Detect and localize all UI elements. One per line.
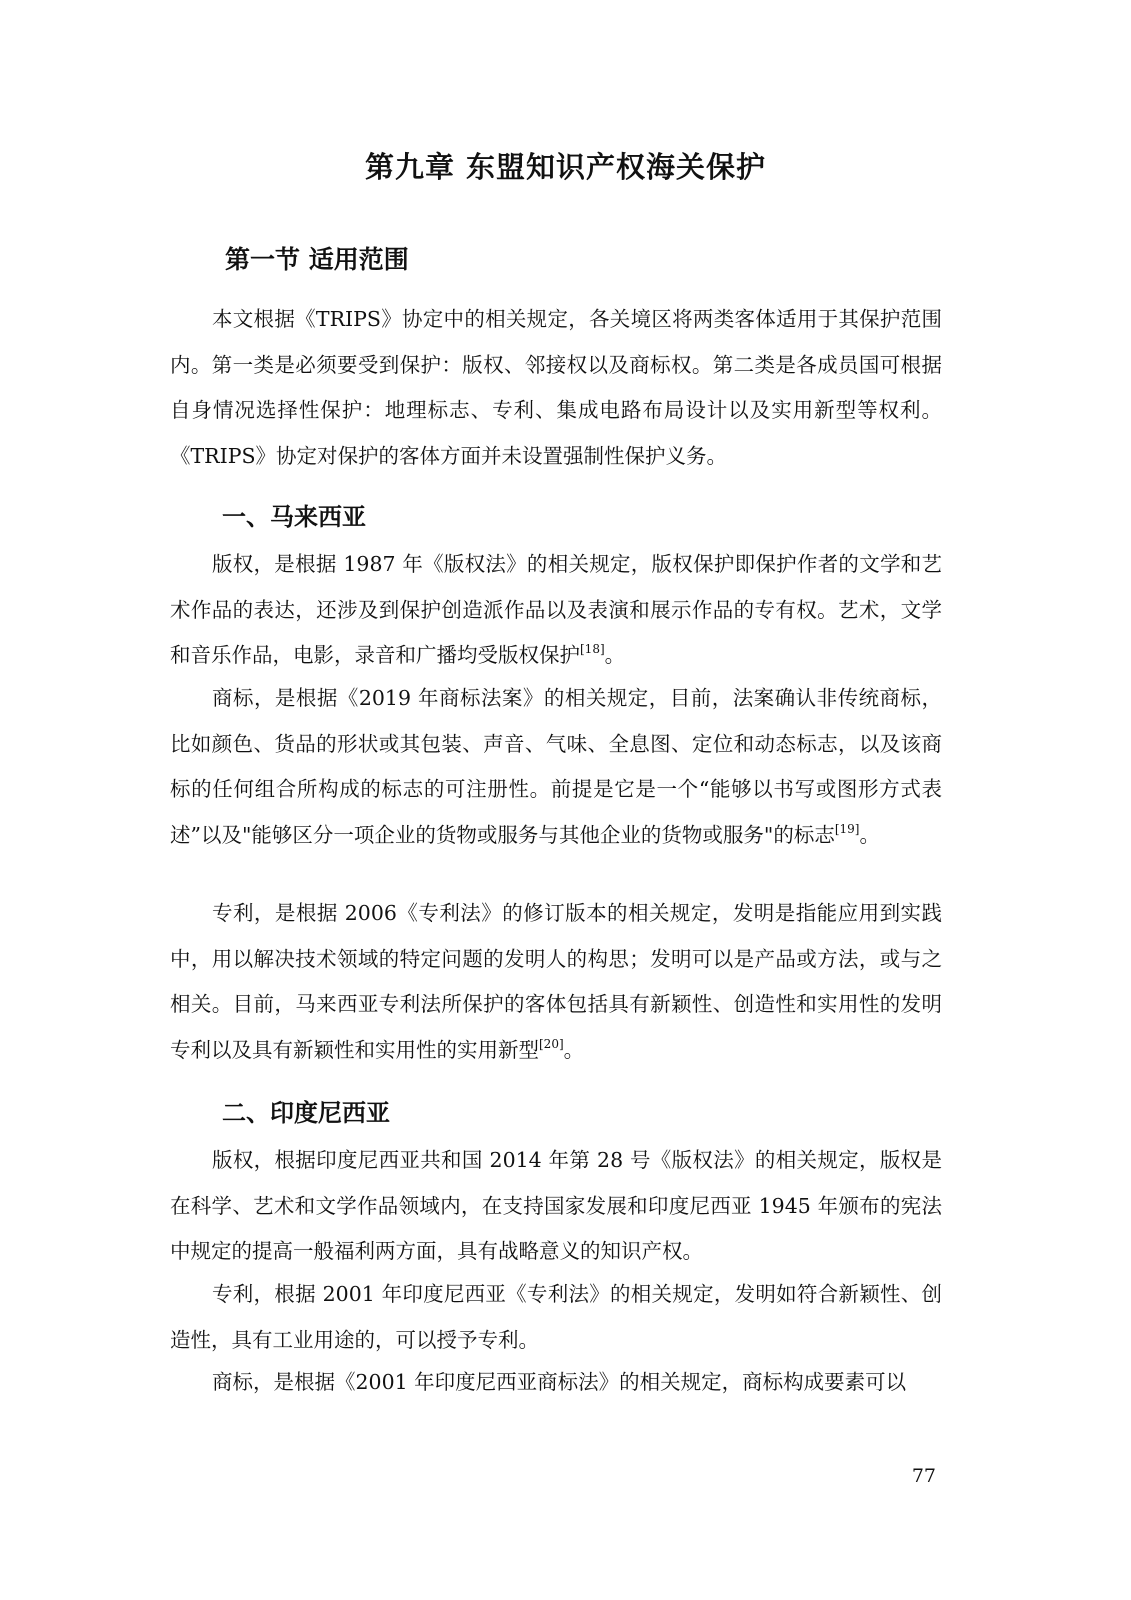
indonesia-copyright-paragraph: 版权，根据印度尼西亚共和国 2014 年第 28 号《版权法》的相关规定，版权是在科学、艺术和文学作品领域内，在支持国家发展和印度尼西亚 1945 年颁布的宪法中规定的提高一般福利两方面，具有战略意义的知识产权。: [170, 1148, 942, 1263]
malaysia-trademark-text: 商标，是根据《2019 年商标法案》的相关规定，目前，法案确认非传统商标，比如颜色、货品的形状或其包装、声音、气味、全息图、定位和动态标志，以及该商标的任何组合所构成的标志的可注册性。前提是它是一个“能够以书写或图形方式表述”以及"能够区分一项企业的货物或服务与其他企业的货物或服务"的标志: [170, 686, 942, 847]
malaysia-patent-paragraph: [170, 891, 942, 1073]
citation-19: [19]: [834, 821, 860, 836]
malaysia-patent-text: 专利，是根据 2006《专利法》的修订版本的相关规定，发明是指能应用到实践中，用以解决技术领域的特定问题的发明人的构思；发明可以是产品或方法，或与之相关。目前，马来西亚专利法所保护的客体包括具有新颖性、创造性和实用性的发明专利以及具有新颖性和实用性的实用新型: [170, 901, 942, 1062]
malaysia-patent-end: 。: [563, 1037, 585, 1062]
indonesia-patent-paragraph: 专利，根据 2001 年印度尼西亚《专利法》的相关规定，发明如符合新颖性、创造性，具有工业用途的，可以授予专利。: [170, 1282, 942, 1352]
intro-paragraph: 本文根据《TRIPS》协定中的相关规定，各关境区将两类客体适用于其保护范围内。第一类是必须要受到保护：版权、邻接权以及商标权。第二类是各成员国可根据自身情况选择性保护：地理标志、专利、集成电路布局设计以及实用新型等权利。《TRIPS》协定对保护的客体方面并未设置强制性保护义务。: [170, 307, 942, 468]
section-title: 第一节 适用范围: [225, 245, 409, 274]
malaysia-heading: 一、马来西亚: [222, 503, 366, 531]
malaysia-trademark-end: 。: [859, 822, 880, 847]
malaysia-trademark-paragraph: [170, 676, 942, 858]
chapter-title: 第九章 东盟知识产权海关保护: [364, 150, 767, 184]
malaysia-copyright-text: 版权，是根据 1987 年《版权法》的相关规定，版权保护即保护作者的文学和艺术作品的表达，还涉及到保护创造派作品以及表演和展示作品的专有权。艺术，文学和音乐作品，电影，录音和广播均受版权保护: [170, 552, 942, 667]
citation-18: [18]: [580, 642, 605, 656]
indonesia-heading: 二、印度尼西亚: [222, 1099, 390, 1127]
page-number: 77: [911, 1465, 936, 1487]
citation-20: [20]: [539, 1036, 564, 1051]
indonesia-trademark-paragraph: 商标，是根据《2001 年印度尼西亚商标法》的相关规定，商标构成要素可以: [212, 1370, 907, 1394]
malaysia-copyright-end: 。: [604, 643, 626, 667]
malaysia-copyright-paragraph: [170, 542, 942, 679]
